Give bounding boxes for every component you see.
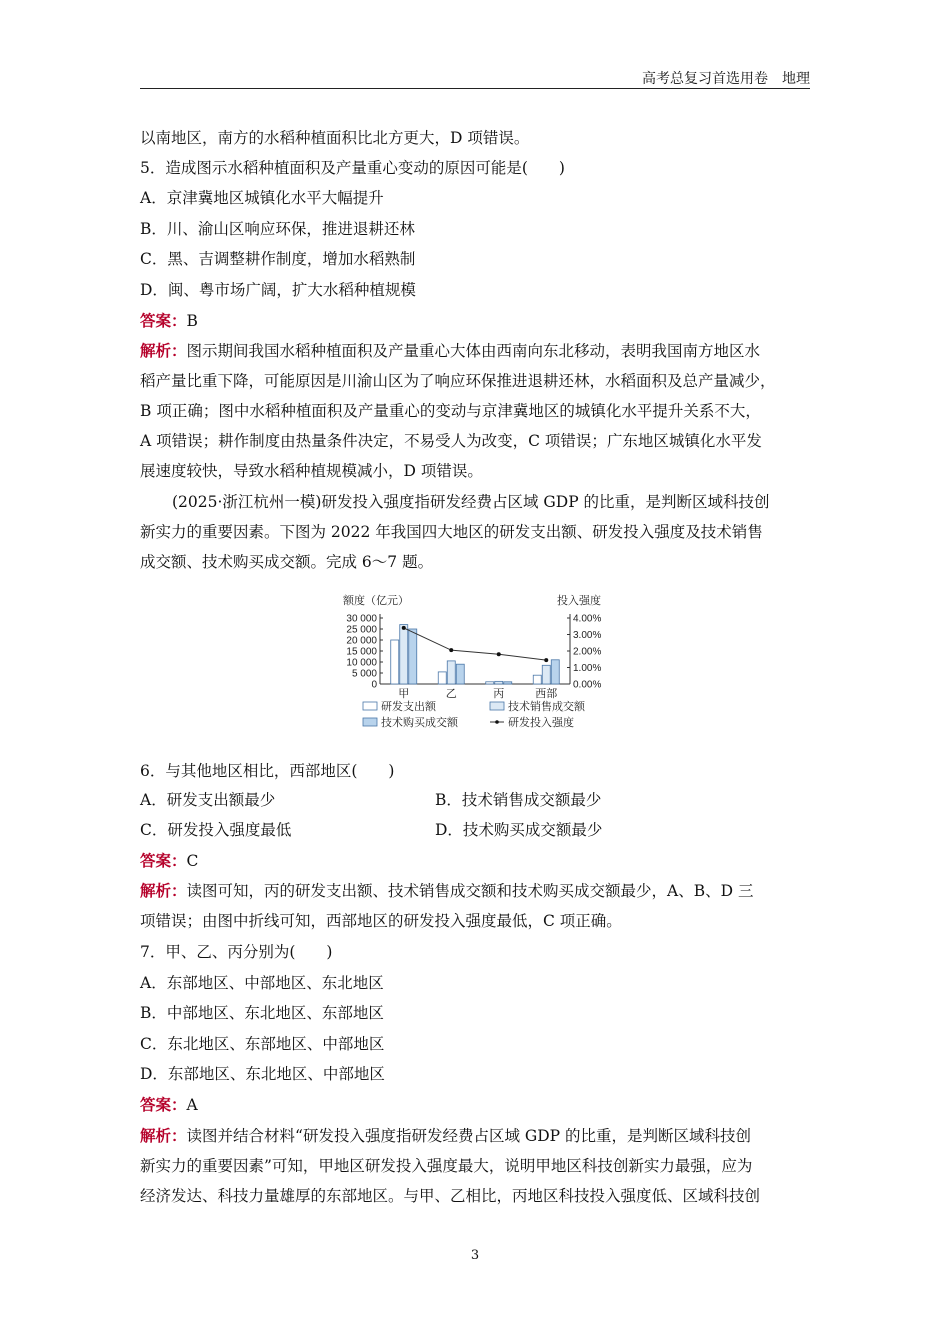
y-left-tick-label: 20 000 (346, 635, 377, 647)
rd-chart (325, 592, 615, 742)
answer-label: 答案： (140, 311, 187, 330)
y-right-tick-label: 2.00% (573, 646, 602, 658)
x-tick-label: 乙 (445, 688, 457, 700)
y-left-tick-label: 5 000 (351, 668, 377, 680)
analysis-5-line: A 项错误；耕作制度由热量条件决定，不易受人为改变，C 项错误；广东地区城镇化水平发 (140, 432, 762, 450)
page-header (140, 66, 810, 89)
analysis-6-line: 项错误；由图中折线可知，西部地区的研发投入强度最低，C 项正确。 (140, 912, 622, 930)
answer-value: B (186, 312, 198, 330)
option-c: C．黑、吉调整耕作制度，增加水稻熟制 (140, 250, 416, 268)
answer-label: 答案： (140, 851, 187, 870)
analysis-5-line: 稻产量比重下降，可能原因是川渝山区为了响应环保推进退耕还林，水稻面积及总产量减少， (140, 372, 776, 390)
option-d: D．闽、粤市场广阔，扩大水稻种植规模 (140, 281, 416, 299)
intensity-point (449, 648, 453, 652)
y-left-tick-label: 10 000 (346, 657, 377, 669)
answer-label: 答案： (140, 1095, 187, 1114)
intro-line: (2025·浙江杭州一模)研发投入强度指研发经费占区域 GDP 的比重，是判断区域科技创 (172, 493, 770, 511)
bar-1 (486, 682, 494, 684)
option-b: B．川、渝山区响应环保，推进退耕还林 (140, 220, 415, 238)
x-tick-label: 丙 (493, 688, 505, 700)
bar-2 (542, 665, 550, 684)
y-left-tick-label: 30 000 (346, 613, 377, 625)
analysis-5-line (140, 341, 760, 361)
y-right-tick-label: 3.00% (573, 630, 602, 641)
bar-1 (391, 640, 399, 684)
analysis-label: 解析： (140, 1126, 187, 1145)
analysis-text: 读图并结合材料“研发投入强度指研发经费占区域 GDP 的比重，是判断区域科技创 (186, 1127, 752, 1145)
y-right-tick-label: 0.00% (573, 679, 602, 691)
bar-1 (533, 675, 541, 684)
option-d: D．技术购买成交额最少 (435, 821, 603, 839)
analysis-5-line: 展速度较快，导致水稻种植规模减小，D 项错误。 (140, 462, 483, 480)
x-tick-label: 甲 (398, 688, 410, 700)
analysis-5-line: B 项正确；图中水稻种植面积及产量重心的变动与京津冀地区的城镇化水平提升关系不大， (140, 402, 761, 420)
analysis-text: 读图可知，丙的研发支出额、技术销售成交额和技术购买成交额最少，A、B、D 三 (186, 882, 754, 900)
bar-2 (447, 661, 455, 684)
question-7-stem: 7．甲、乙、丙分别为( ) (140, 943, 333, 961)
legend-swatch (363, 702, 377, 710)
bar-3 (456, 664, 464, 684)
bar-2 (400, 625, 408, 684)
y-right-axis-label: 投入强度 (557, 595, 601, 607)
header-title: 高考总复习首选用卷 地理 (642, 71, 810, 87)
option-b: B．技术销售成交额最少 (435, 791, 602, 809)
legend-swatch (363, 718, 377, 726)
y-right-tick-label: 4.00% (573, 613, 602, 625)
option-d: D．东部地区、东北地区、中部地区 (140, 1065, 385, 1083)
option-a: A．京津冀地区城镇化水平大幅提升 (140, 189, 384, 207)
answer-value: C (186, 852, 199, 870)
y-right-tick-label: 1.00% (573, 663, 602, 674)
option-a: A．东部地区、中部地区、东北地区 (140, 974, 384, 992)
legend-swatch-dot (495, 720, 499, 724)
bar-3 (551, 660, 559, 684)
intro-line: 新实力的重要因素。下图为 2022 年我国四大地区的研发支出额、研发投入强度及技术销售 (140, 523, 763, 541)
intensity-line (404, 628, 547, 660)
bar-1 (438, 672, 446, 684)
option-c: C．东北地区、东部地区、中部地区 (140, 1035, 385, 1053)
legend-item-label: 研发投入强度 (508, 717, 574, 729)
analysis-7-line: 经济发达、科技力量雄厚的东部地区。与甲、乙相比，丙地区科技投入强度低、区域科技创 (140, 1187, 761, 1205)
y-left-tick-label: 0 (371, 679, 377, 691)
y-left-tick-label: 15 000 (346, 646, 377, 658)
intensity-point (497, 652, 501, 656)
x-tick-label: 西部 (535, 688, 558, 700)
option-a: A．研发支出额最少 (140, 791, 276, 809)
legend-item-label: 技术购买成交额 (381, 717, 458, 729)
analysis-label: 解析： (140, 341, 187, 360)
bar-3 (504, 682, 512, 684)
option-b: B．中部地区、东北地区、东部地区 (140, 1004, 384, 1022)
legend-item-label: 研发支出额 (381, 701, 436, 713)
text-line: 以南地区，南方的水稻种植面积比北方更大，D 项错误。 (140, 129, 530, 147)
analysis-label: 解析： (140, 881, 187, 900)
intensity-point (544, 658, 548, 662)
question-6-stem: 6．与其他地区相比，西部地区( ) (140, 762, 395, 780)
answer-value: A (186, 1096, 198, 1114)
legend-item-label: 技术销售成交额 (508, 701, 585, 713)
option-c: C．研发投入强度最低 (140, 821, 292, 839)
analysis-7-line: 新实力的重要因素”可知，甲地区研发投入强度最大，说明甲地区科技创新实力最强，应为 (140, 1157, 753, 1175)
intensity-point (402, 626, 406, 630)
analysis-text: 图示期间我国水稻种植面积及产量重心大体由西南向东北移动，表明我国南方地区水 (186, 342, 761, 360)
intro-line: 成交额、技术购买成交额。完成 6～7 题。 (140, 553, 434, 571)
bar-3 (409, 629, 417, 684)
answer-7 (140, 1095, 198, 1115)
answer-5 (140, 311, 198, 331)
analysis-6-line (140, 881, 753, 901)
y-left-tick-label: 25 000 (346, 624, 377, 636)
y-left-axis-label: 额度（亿元） (343, 595, 409, 607)
answer-6 (140, 851, 198, 871)
bar-2 (495, 681, 503, 684)
analysis-7-line (140, 1126, 751, 1146)
question-5-stem: 5．造成图示水稻种植面积及产量重心变动的原因可能是( ) (140, 159, 565, 177)
legend-swatch (490, 702, 504, 710)
page-number: 3 (470, 1248, 480, 1263)
